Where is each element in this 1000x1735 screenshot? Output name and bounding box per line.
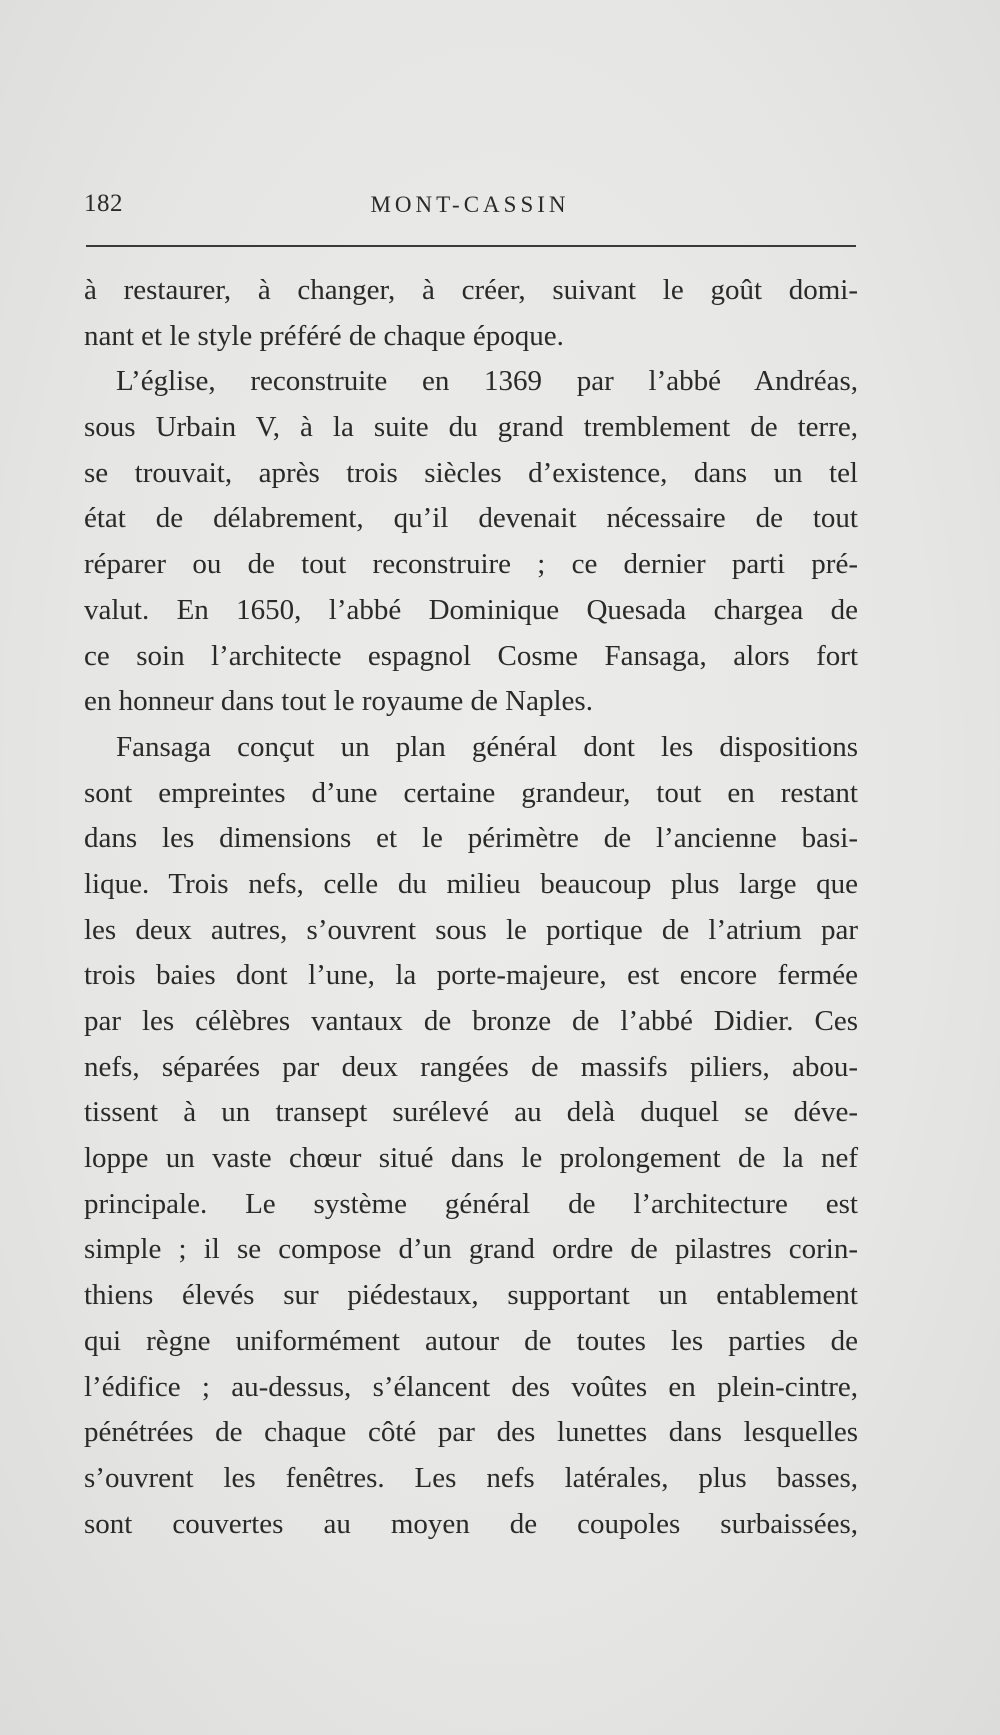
page-number: 182 (84, 190, 123, 217)
text-line: l’édifice ; au-dessus, s’élancent des voûtes en plein-cintre, (84, 1370, 858, 1403)
text-line: loppe un vaste chœur situé dans le prolongement de la nef (84, 1142, 858, 1175)
text-line: sous Urbain V, à la suite du grand tremblement de terre, (84, 411, 858, 444)
text-line: principale. Le système général de l’architecture est (84, 1187, 858, 1220)
text-line: pénétrées de chaque côté par des lunettes dans lesquelles (84, 1416, 858, 1449)
text-line: état de délabrement, qu’il devenait nécessaire de tout (84, 502, 858, 535)
text-line: nant et le style préféré de chaque époque. (84, 319, 564, 352)
page-header (84, 190, 856, 226)
running-head: MONT-CASSIN (370, 192, 570, 217)
text-line: s’ouvrent les fenêtres. Les nefs latérales, plus basses, (84, 1461, 858, 1494)
body-text (84, 268, 858, 1547)
text-line: trois baies dont l’une, la porte-majeure, est encore fermée (84, 959, 858, 992)
text-line: nefs, séparées par deux rangées de massifs piliers, abou- (84, 1050, 858, 1083)
text-line: tissent à un transept surélevé au delà duquel se déve- (84, 1096, 858, 1129)
text-line: valut. En 1650, l’abbé Dominique Quesada chargea de (84, 593, 858, 626)
text-line: à restaurer, à changer, à créer, suivant le goût domi- (84, 274, 858, 306)
text-line: sont couvertes au moyen de coupoles surbaissées, (84, 1507, 858, 1540)
text-line: se trouvait, après trois siècles d’existence, dans un tel (84, 456, 858, 489)
text-line: thiens élevés sur piédestaux, supportant un entablement (84, 1279, 858, 1312)
text-line: réparer ou de tout reconstruire ; ce dernier parti pré- (84, 548, 858, 581)
text-line: ce soin l’architecte espagnol Cosme Fansaga, alors fort (84, 639, 858, 672)
text-line: lique. Trois nefs, celle du milieu beaucoup plus large que (84, 867, 858, 900)
text-line: Fansaga conçut un plan général dont les dispositions (116, 730, 858, 763)
header-rule (86, 245, 856, 247)
text-line: qui règne uniformément autour de toutes les parties de (84, 1324, 858, 1357)
text-line: dans les dimensions et le périmètre de l’ancienne basi- (84, 822, 858, 855)
text-line: par les célèbres vantaux de bronze de l’abbé Didier. Ces (84, 1005, 858, 1037)
text-line: L’église, reconstruite en 1369 par l’abbé Andréas, (116, 365, 858, 398)
text-line: sont empreintes d’une certaine grandeur, tout en restant (84, 776, 858, 809)
text-line: les deux autres, s’ouvrent sous le portique de l’atrium par (84, 913, 858, 946)
text-line: simple ; il se compose d’un grand ordre de pilastres corin- (84, 1233, 858, 1266)
text-line: en honneur dans tout le royaume de Naples. (84, 685, 593, 718)
